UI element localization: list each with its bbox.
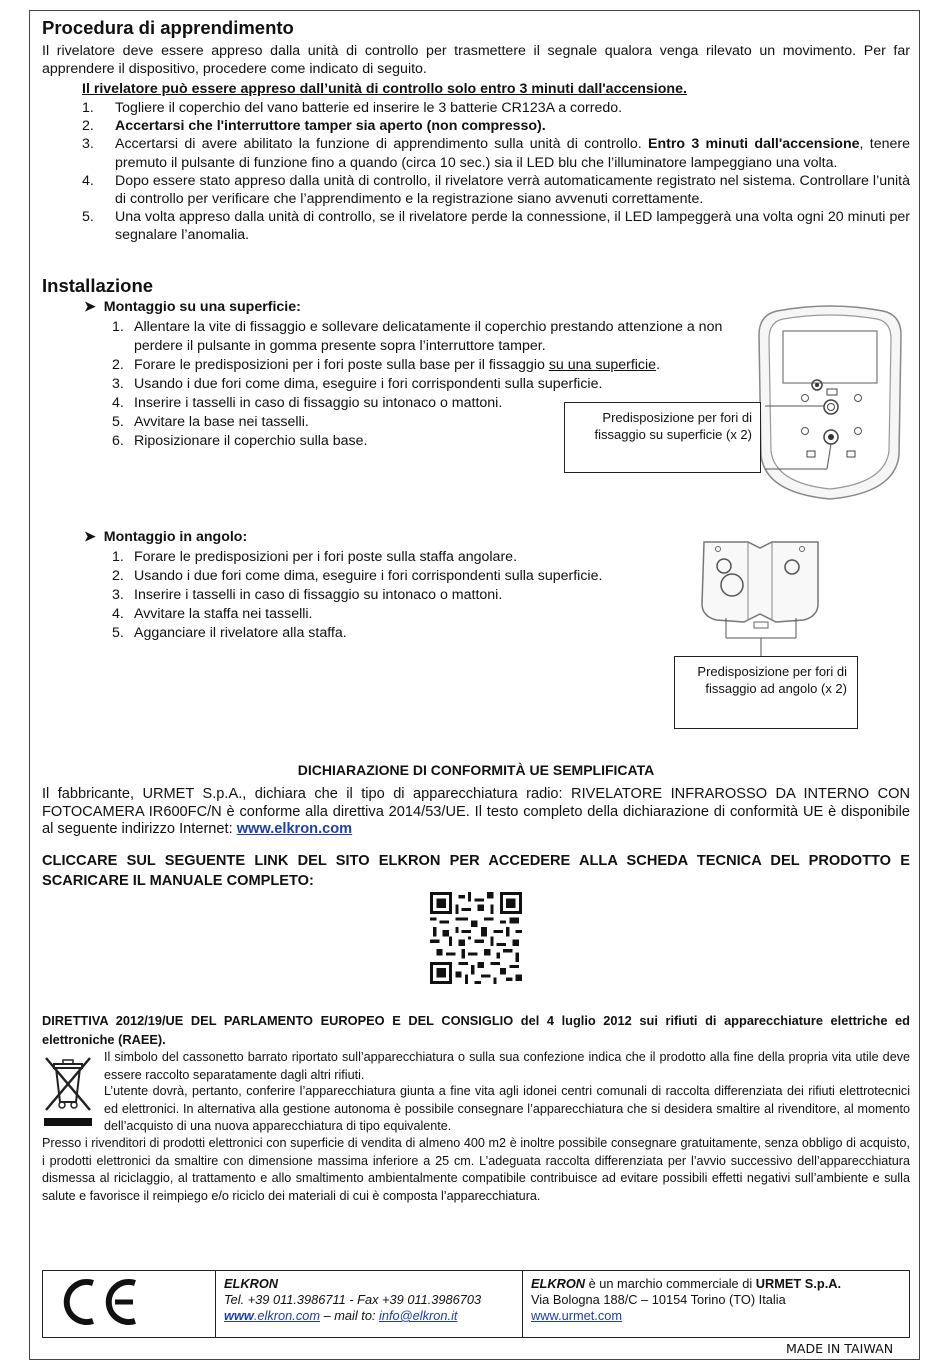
surface-step: 3. Usando i due fori come dima, eseguire i fori corrispondenti sulla superficie. [112, 376, 603, 392]
section-title-installation: Installazione [42, 275, 154, 296]
elkron-web-link[interactable]: www.elkron.com [224, 1308, 321, 1323]
corner-heading: ➤ Montaggio in angolo: [84, 529, 248, 545]
raee-paragraph-2: L’utente dovrà, pertanto, conferire l’apparecchiatura giunta a fine vita agli idonei centri comunali di raccolta differenziata dei rifiuti elettrotecnici ed elettronici. In alternativa alla gestione autonoma è possibile consegnare l’apparecchiatura che si desidera smaltire al rivenditore, al momento dell’acquisto di una nuova apparecchiatura di tipo equivalente. [104, 1084, 910, 1133]
surface-step: 6. Riposizionare il coperchio sulla base. [112, 433, 368, 449]
surface-heading: ➤ Montaggio su una superficie: [84, 299, 301, 315]
corner-step: 3. Inserire i tasselli in caso di fissaggio su intonaco o mattoni. [112, 587, 503, 603]
learning-step: 5. Una volta appreso dalla unità di controllo, se il rivelatore perde la connessione, il LED lampeggerà una volta ogni 20 minuti per segnalare l’anomalia. [82, 209, 910, 244]
ce-mark-icon [53, 1275, 143, 1329]
corner-step: 1. Forare le predisposizioni per i fori poste sulla staffa angolare. [112, 549, 518, 565]
qr-code[interactable] [430, 892, 522, 984]
ce-mark-cell [43, 1271, 216, 1338]
surface-step: 1. Allentare la vite di fissaggio e sollevare delicatamente il coperchio prestando attenzione a non perdere il pulsante in gomma presente sopra l’interruttore tamper. [112, 319, 723, 354]
learning-step: 2. Accertarsi che l'interruttore tamper sia aperto (non compresso). [82, 118, 546, 135]
footer-table [42, 1270, 910, 1338]
section-title-learning: Procedura di apprendimento [42, 17, 294, 38]
elkron-web-mail: www.elkron.com – mail to: info@elkron.it [224, 1308, 458, 1323]
surface-mount-diagram [755, 305, 905, 503]
learning-steps [42, 99, 910, 245]
trademark-line: ELKRON è un marchio commerciale di URMET S.p.A. [531, 1276, 842, 1291]
urmet-cell [523, 1271, 910, 1338]
urmet-web-link[interactable]: www.urmet.com [531, 1308, 623, 1323]
made-in-label: MADE IN TAIWAN [786, 1341, 894, 1356]
elkron-link[interactable]: www.elkron.com [236, 821, 353, 838]
download-cta: CLICCARE SUL SEGUENTE LINK DEL SITO ELKRON PER ACCEDERE ALLA SCHEDA TECNICA DEL PRODOTTO E SCARICARE IL MANUALE COMPLETO: [42, 853, 910, 889]
elkron-phone: Tel. +39 011.3986711 - Fax +39 011.3986703 [224, 1292, 482, 1307]
corner-step: 2. Usando i due fori come dima, eseguire i fori corrispondenti sulla superficie. [112, 568, 603, 584]
learning-intro: Il rivelatore deve essere appreso dalla unità di controllo per trasmettere il segnale qualora venga rilevato un movimento. Per far apprendere il dispositivo, procedere come indicato di seguito. [42, 43, 910, 77]
learning-warning: Il rivelatore può essere appreso dall’unità di controllo solo entro 3 minuti dall'accensione. [82, 81, 687, 97]
surface-step: 5. Avvitare la base nei tasselli. [112, 414, 309, 430]
corner-bracket-diagram [696, 540, 826, 660]
corner-step: 5. Agganciare il rivelatore alla staffa. [112, 625, 347, 641]
conformity-text: Il fabbricante, URMET S.p.A., dichiara che il tipo di apparecchiatura radio: RIVELATORE INFRAROSSO DA INTERNO CON FOTOCAMERA IR600FC/N è conforme alla direttiva 2014/53/UE. Il testo completo della dichiarazione di conformità UE è disponibile al seguente indirizzo Internet: www.elkron.com [42, 786, 910, 838]
elkron-brand: ELKRON [224, 1276, 279, 1291]
weee-bin-icon [40, 1052, 96, 1130]
corner-step: 4. Avvitare la staffa nei tasselli. [112, 606, 313, 622]
urmet-address: Via Bologna 188/C – 10154 Torino (TO) Italia [531, 1292, 786, 1307]
elkron-mail-link[interactable]: info@elkron.it [379, 1308, 458, 1323]
surface-callout: Predisposizione per fori di fissaggio su superficie (x 2) [564, 402, 761, 473]
raee-title: DIRETTIVA 2012/19/UE DEL PARLAMENTO EUROPEO E DEL CONSIGLIO del 4 luglio 2012 sui rifiuti di apparecchiature elettriche ed elettroniche (RAEE). [42, 1013, 910, 1047]
learning-step: 4. Dopo essere stato appreso dalla unità di controllo, il rivelatore verrà automaticamente registrato nel sistema. Controllare l’unità di controllo per verificare che l’apprendimento e la registrazione siano avvenuti correttamente. [82, 172, 910, 208]
learning-step: 3. Accertarsi di avere abilitato la funzione di apprendimento sulla unità di controllo. Entro 3 minuti dall'accensione, tenere premuto il pulsante di funzione fino a quando (circa 10 sec.) sia il LED blu che l’illuminatore lampeggiano una volta. [82, 136, 910, 171]
raee-paragraph-1: Il simbolo del cassonetto barrato riportato sull’apparecchiatura o sulla sua confezione indica che il prodotto alla fine della propria vita utile deve essere raccolto separatamente dagli altri rifiuti. [104, 1050, 910, 1082]
corner-steps [42, 548, 682, 643]
surface-step: 4. Inserire i tasselli in caso di fissaggio su intonaco o mattoni. [112, 395, 503, 411]
learning-step: 1. Togliere il coperchio del vano batterie ed inserire le 3 batterie CR123A a corredo. [82, 100, 623, 116]
arrow-bullet-icon: ➤ [84, 299, 96, 315]
conformity-title: DICHIARAZIONE DI CONFORMITÀ UE SEMPLIFICATA [297, 762, 655, 778]
elkron-contact-cell [216, 1271, 523, 1338]
surface-step: 2. Forare le predisposizioni per i fori poste sulla base per il fissaggio su una superficie. [112, 357, 661, 373]
raee-paragraph-3: Presso i rivenditori di prodotti elettronici con superficie di vendita di almeno 400 m2 è inoltre possibile consegnare gratuitamente, senza obbligo di acquisto, i prodotti elettronici da smaltire con dimensione massima inferiore a 25 cm. L’adeguata raccolta differenziata per l’avvio successivo dell’apparecchiatura dismessa al riciclaggio, al trattamento e allo smaltimento ambientalmente compatibile contribuisce ad evitare possibili effetti negativi sull’ambiente e sulla salute e favorisce il reimpiego e/o riciclo dei materiali di cui è composta l’apparecchiatura. [42, 1136, 910, 1203]
corner-callout: Predisposizione per fori di fissaggio ad angolo (x 2) [674, 656, 858, 729]
arrow-bullet-icon: ➤ [84, 529, 96, 545]
